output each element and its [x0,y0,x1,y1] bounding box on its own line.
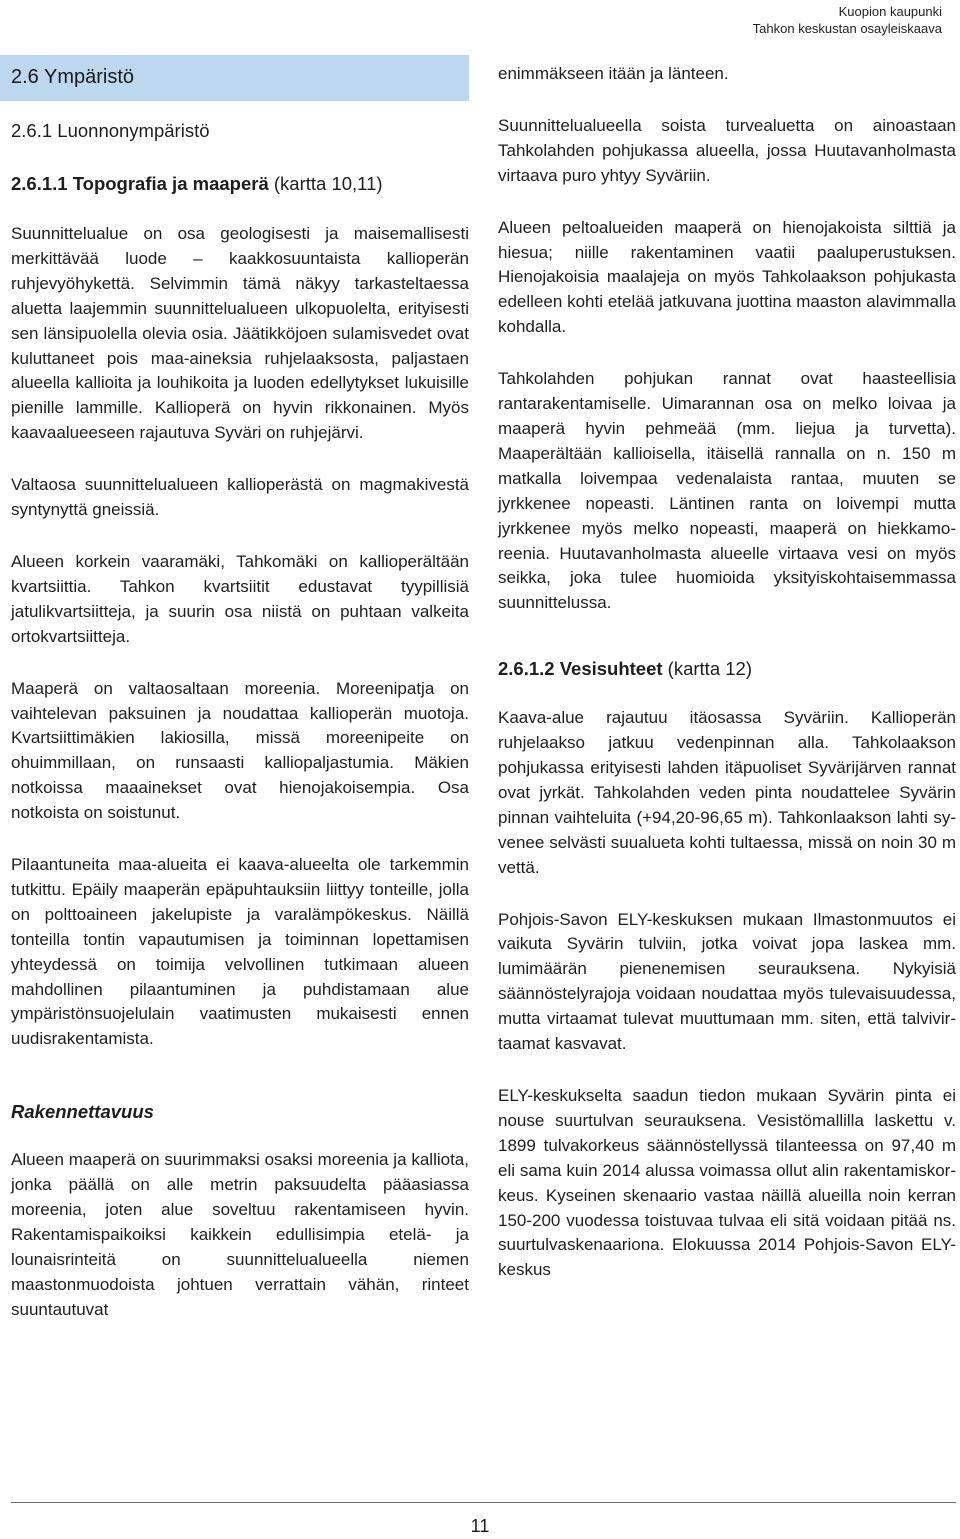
water-heading-ref: (kartta 12) [662,658,752,680]
right-column [498,62,956,1283]
header-municipality: Kuopion kaupunki [838,4,942,19]
building-suitability-heading: Rakennettavuus [11,1101,154,1123]
topography-heading-bold: 2.6.1.1 Topografia ja maaperä [11,173,269,194]
paragraph: Suunnittelualueella soista turvealuetta on ainoastaan Tahkolahden pohjukassa alueella, jossa Huutavanholmasta virtaava puro yhtyy Syväriin. [498,115,956,185]
section-banner [0,55,469,101]
section-title: 2.6 Ympäristö [11,66,135,88]
subsection-heading-water [498,656,956,682]
paragraph: Alueen korkein vaaramäki, Tahkomäki on kallioperältään kvartsiittia. Tahkon kvartsiitit edustavat tyypillisiä jatulikvartsiitteja, ja suurin osa niistä on puhtaan valkeita ortokvartsiitteja. [11,551,469,646]
paragraph: Tahkolahden pohjukan rannat ovat haasteellisia rantarakentamiselle. Uimarannan osa on melko loivaa ja maaperä hyvin pehmeää (mm. liejua ja turvetta). Maaperältään kallioisella, itäisellä rannalla on n. 150 m matkalla loivempaa vedenalaista rantaa, muuten se jyrkkenee nopeasti. Läntinen ranta on loivempi mutta jyrkkenee myös melko nopeasti, maaperä on hiekkamoreenia. Huutavanholmasta alueelle virtaava vesi on myös seikka, joka tulee huomioida yksityiskohtaisemmassa suunnittelussa. [498,369,956,613]
paragraph: Alueen peltoalueiden maaperä on hienojakoista silttiä ja hiesua; niille rakentaminen vaatii paaluperustuksen. Hienojakoisia maalajeja on myös Tahkolaakson pohjukasta edelleen kohti etelää jatkuvana juottina maaston alavimmalla kohdalla. [498,217,956,337]
topography-heading-ref: (kartta 10,11) [268,173,383,194]
header-plan-name: Tahkon keskustan osayleiskaava [752,21,942,36]
paragraph: Pohjois-Savon ELY-keskuksen mukaan Ilmastonmuutos ei vaikuta Syvärin tulviin, jotka voivat jopa laskea mm. lumimäärän pienenemisen seurauksena. Nykyisiä säännöstelyrajoja voidaan noudattaa myös tulevaisuudessa, mutta virtaamat tulevat muuttumaan mm. siten, että talvivirtaamat kasvavat. [498,909,956,1054]
paragraph: ELY-keskukselta saadun tiedon mukaan Syvärin pinta ei nouse suurtulvan seurauksena. Vesistömallilla laskettu v. 1899 tulvakorkeus säännöstellyssä tilanteessa on 97,40 m eli sama kuin 2014 alussa voimassa ollut alin rakentamiskorkeus. Kyseinen skenaario vastaa näillä alueilla noin kerran 150-200 vuodessa toistuvaa tulvaa eli sitä voidaan pitää ns. suurtulvaskenaariona. Elokuussa 2014 Pohjois-Savon ELY-keskus [498,1086,956,1280]
left-column [11,118,469,1323]
document-header [753,3,942,37]
paragraph: Maaperä on valtaosaltaan moreenia. Moreenipatja on vaihtelevan paksuinen ja noudattaa kallioperän muotoja. Kvartsiittimäkien lakiosilla, missä moreenipeite on ohuimmillaan, on runsaasti kalliopaljastumia. Mäkien notkoissa maaainekset ovat hienojakoisempia. Osa notkoista on soistunut. [11,678,469,823]
paragraph: Pilaantuneita maa-alueita ei kaava-alueelta ole tarkemmin tutkittu. Epäily maaperän epäpuhtauksiin liittyy tonteille, jolla on polttoaineen jakelupiste ja varalämpökeskus. Näillä tonteilla tontin vapautumisen ja toiminnan lopettamisen yhteydessä on toimija velvollinen tutkimaan alueen mahdollinen pilaantuminen ja puhdistamaan alue ympäristönsuojelulain vaatimusten mukaisesti ennen uudisrakentamista. [11,855,469,1049]
paragraph: enimmäkseen itään ja länteen. [498,64,729,83]
paragraph: Kaava-alue rajautuu itäosassa Syväriin. Kallioperän ruhjelaakso jatkuu vedenpinnan alla. Tahkolaakson pohjukassa erityisesti lahden itäpuoliset Syvärijärven rannat ovat jyrkät. Tahkolahden veden pinta noudattelee Syvärin pinnan vaihteluita (+94,20-96,65 m). Tahkonlaakson lahti syvenee selvästi suualueta kohti tultaessa, missä on noin 30 m vettä. [498,708,956,877]
footer-divider [11,1502,956,1503]
paragraph: Valtaosa suunnittelualueen kallioperästä on magmakivestä syntynyttä gneissiä. [11,475,469,520]
paragraph: Alueen maaperä on suurimmaksi osaksi moreenia ja kalliota, jonka päällä on alle metrin paksuudelta pääasiassa moreenia, joten alue soveltuu rakentamiseen hyvin. Rakentamispaikoiksi kaikkein edullisimpia etelä- ja lounaisrinteitä on suunnittelualueella niemen maastonmuodoista johtuen verrattain vähän, rinteet suuntautuvat [11,1150,469,1319]
subsection-heading-natural-environment: 2.6.1 Luonnonympäristö [11,120,210,141]
page-number: 11 [470,1516,490,1536]
subsection-heading-topography [11,171,469,197]
paragraph: Suunnittelualue on osa geologisesti ja maisemallisesti merkittävää luode – kaakkosuuntaista kallioperän ruhjevyöhykettä. Selvimmin tämä näkyy tarkasteltaessa aluetta laajemmin suunnittelualueen ulkopuolelta, erityisesti sen länsipuolella olevia osia. Jäätikköjoen sulamisvedet ovat kuluttaneet pois maa-aineksia ruhjelaaksosta, paljastaen alueella kallioita ja louhikoita ja luoden edellytykset lukuisille pienille lammille. Kallioperä on hyvin rikkonainen. Myös kaavaalueeseen rajautuva Syväri on ruhjejärvi. [11,224,469,443]
water-heading-bold: 2.6.1.2 Vesisuhteet [498,658,663,680]
